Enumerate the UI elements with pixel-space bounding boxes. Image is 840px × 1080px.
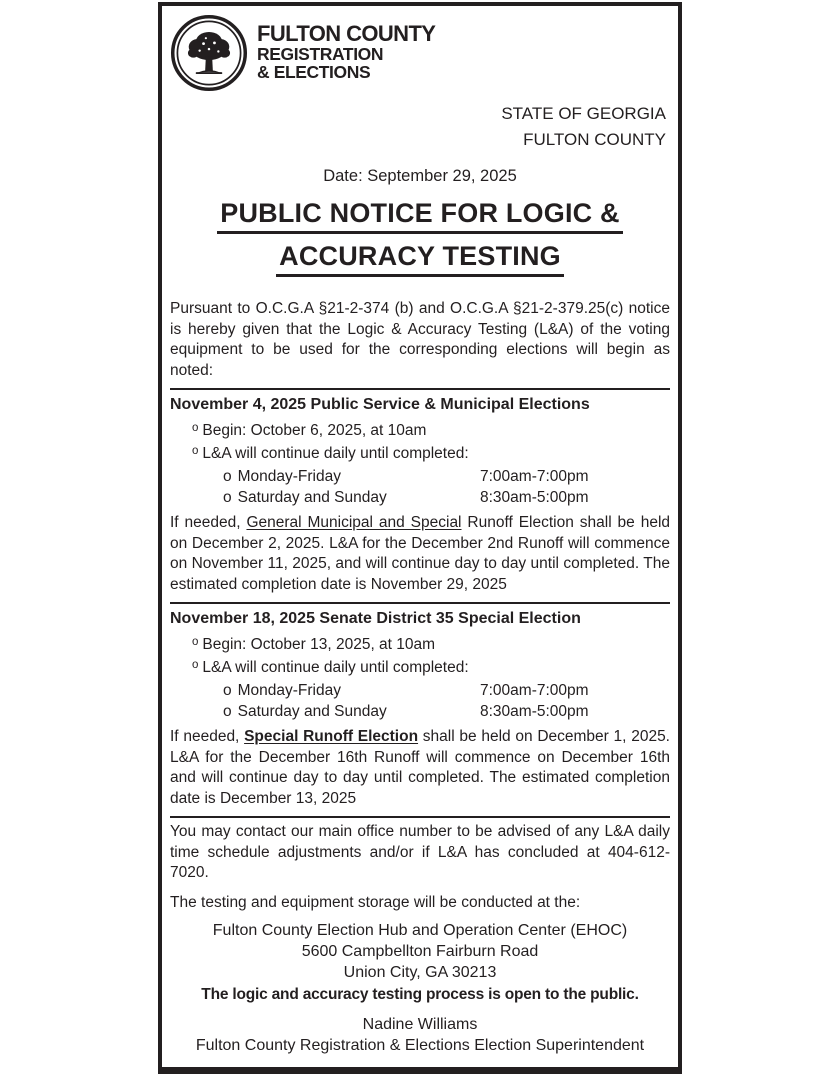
logo-line2: REGISTRATION — [257, 44, 384, 64]
fulton-county-seal-icon — [170, 14, 248, 92]
location-name: Fulton County Election Hub and Operation Center (EHOC) — [212, 921, 628, 939]
section-heading-nov4: November 4, 2025 Public Service & Municipal Elections — [170, 396, 590, 413]
logo-line1: FULTON COUNTY — [257, 21, 436, 46]
day-label: Saturday and Sunday — [237, 489, 387, 506]
title-line-1: PUBLIC NOTICE FOR LOGIC & — [217, 196, 623, 234]
section-heading-nov18: November 18, 2025 Senate District 35 Special Election — [170, 610, 581, 627]
runoff-rest: shall be held on December 1, 2025. L&A for the December 16th Runoff will commence on December 16th and will continue day to day until completed. The estimated completion date is December 13, 2025 — [170, 728, 670, 807]
schedule-day — [223, 701, 480, 722]
schedule-time: 7:00am-7:00pm — [480, 682, 589, 699]
sub-bullet-marker: o — [223, 682, 232, 699]
list-item — [170, 443, 670, 466]
signer-name: Nadine Williams — [362, 1015, 478, 1033]
title-line-2: ACCURACY TESTING — [276, 239, 564, 277]
signature-block — [170, 1014, 670, 1056]
schedule-time: 8:30am-5:00pm — [480, 489, 589, 506]
bullet-text: Begin: October 6, 2025, at 10am — [202, 422, 427, 439]
state-line: STATE OF GEORGIA — [501, 104, 666, 123]
schedule-row — [170, 680, 670, 701]
list-item — [170, 657, 670, 680]
schedule-time: 7:00am-7:00pm — [480, 468, 589, 485]
schedule-row — [170, 487, 670, 508]
signer-title: Fulton County Registration & Elections Election Superintendent — [195, 1036, 645, 1054]
schedule-time: 8:30am-5:00pm — [480, 703, 589, 720]
schedule-day — [223, 466, 480, 487]
divider — [170, 388, 670, 390]
jurisdiction-block — [170, 101, 670, 153]
schedule-row — [170, 466, 670, 487]
bullet-marker: o — [192, 422, 199, 434]
day-label: Monday-Friday — [237, 468, 341, 485]
bullet-marker: o — [192, 445, 199, 457]
bullet-text: Begin: October 13, 2025, at 10am — [202, 636, 436, 653]
notice-title — [170, 196, 670, 282]
schedule-day — [223, 680, 480, 701]
runoff-paragraph-1 — [170, 513, 670, 595]
sub-bullet-marker: o — [223, 468, 232, 485]
contact-paragraph: You may contact our main office number to be advised of any L&A daily time schedule adjustments and/or if L&A has concluded at 404-612-7020. — [170, 823, 670, 881]
runoff-rest: Runoff Election shall be held on December 2, 2025. L&A for the December 2nd Runoff will commence on November 11, 2025, and will continue day to day until completed. The estimated completion date is November 29, 2025 — [170, 514, 671, 593]
runoff-underlined: General Municipal and Special — [246, 514, 462, 531]
day-label: Monday-Friday — [237, 682, 341, 699]
storage-line: The testing and equipment storage will be conducted at the: — [170, 893, 581, 911]
sub-bullet-marker: o — [223, 703, 232, 720]
runoff-prefix: If needed, — [170, 728, 245, 745]
divider — [170, 602, 670, 604]
bullet-marker: o — [192, 636, 199, 648]
letterhead — [170, 14, 670, 92]
bullet-marker: o — [192, 659, 199, 671]
location-block — [170, 920, 670, 983]
runoff-prefix: If needed, — [170, 514, 247, 531]
logo-line3: & ELECTIONS — [257, 62, 371, 82]
schedule-day — [223, 487, 480, 508]
notice-sheet — [158, 2, 682, 1074]
date-line: Date: September 29, 2025 — [323, 167, 517, 185]
open-to-public-line: The logic and accuracy testing process is open to the public. — [201, 985, 639, 1003]
county-line: FULTON COUNTY — [523, 130, 666, 149]
location-street: 5600 Campbellton Fairburn Road — [301, 942, 539, 960]
sub-bullet-marker: o — [223, 489, 232, 506]
schedule-row — [170, 701, 670, 722]
day-label: Saturday and Sunday — [237, 703, 387, 720]
bullet-text: L&A will continue daily until completed: — [202, 659, 469, 676]
list-item — [170, 420, 670, 443]
logo-wordmark — [257, 14, 435, 81]
bullet-text: L&A will continue daily until completed: — [202, 445, 469, 462]
list-item — [170, 634, 670, 657]
location-city: Union City, GA 30213 — [343, 963, 497, 981]
divider — [170, 816, 670, 818]
runoff-paragraph-2 — [170, 727, 670, 809]
runoff-underlined-bold: Special Runoff Election — [244, 728, 419, 745]
intro-paragraph: Pursuant to O.C.G.A §21-2-374 (b) and O.C.G.A §21-2-379.25(c) notice is hereby given that the Logic & Accuracy Testing (L&A) of the voting equipment to be used for the corresponding elections will begin as noted: — [170, 300, 670, 379]
